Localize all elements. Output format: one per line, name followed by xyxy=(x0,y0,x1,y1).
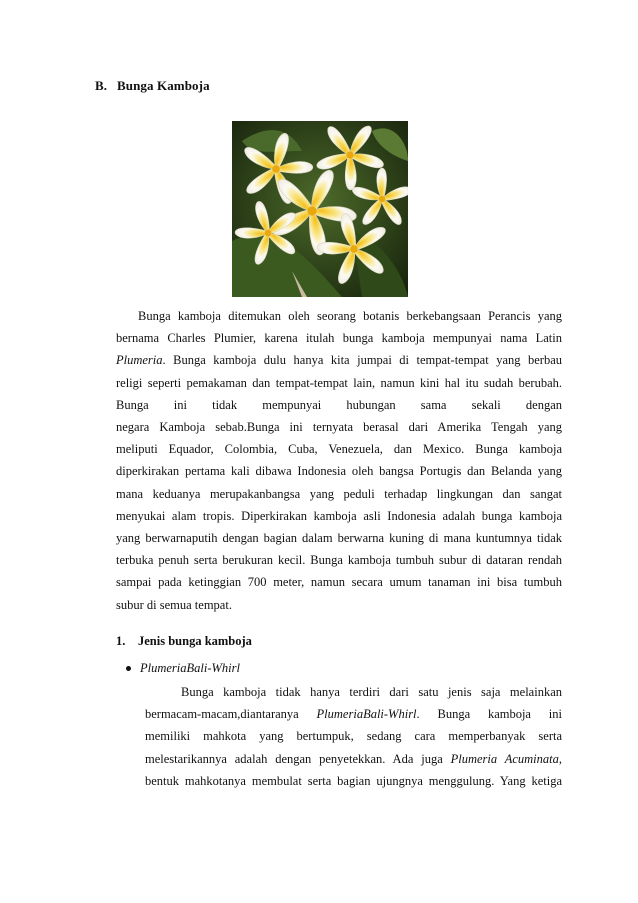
section-heading xyxy=(95,78,210,94)
subsection-number: 1. xyxy=(116,634,126,648)
text-run: religi seperti pemakaman dan tempat-tempat lain, namun kini hal itu sudah berubah. xyxy=(116,375,562,390)
italic-term: Plumeria xyxy=(116,353,163,368)
paragraph-2-line xyxy=(145,725,562,747)
body-paragraph-1 xyxy=(116,305,562,616)
italic-term: PlumeriaBali-Whirl xyxy=(316,707,417,722)
bullet-item xyxy=(126,661,240,676)
text-run: memiliki mahkota yang bertumpuk, sedang cara memperbanyak serta xyxy=(145,729,562,744)
paragraph-1-line xyxy=(116,505,562,527)
paragraph-1-line xyxy=(116,571,562,593)
paragraph-1-line xyxy=(116,327,562,349)
text-run: Bunga kamboja ditemukan oleh seorang botanis berkebangsaan Perancis yang xyxy=(138,309,562,323)
text-run: bentuk mahkotanya membulat serta bagian ujungnya menggulung. Yang ketiga xyxy=(145,773,562,788)
italic-term: Plumeria Acuminata xyxy=(450,751,559,766)
subsection-title: Jenis bunga kamboja xyxy=(138,634,252,648)
paragraph-1-line xyxy=(116,305,562,327)
text-run: diperkirakan pertama kali dibawa Indonesia oleh bangsa Portugis dan Belanda yang xyxy=(116,464,562,479)
paragraph-1-line xyxy=(116,372,562,394)
body-paragraph-2 xyxy=(145,681,562,792)
paragraph-1-line xyxy=(116,438,562,460)
text-run: bermacam-macam,diantaranya xyxy=(145,707,317,722)
text-run: negara Kamboja sebab.Bunga ini ternyata berasal dari Amerika Tengah yang xyxy=(116,420,562,435)
text-run: Bunga kamboja tidak hanya terdiri dari satu jenis saja melainkan xyxy=(181,685,562,699)
paragraph-1-line xyxy=(116,549,562,571)
text-run: terbuka penuh serta berukuran kecil. Bunga kamboja tumbuh subur di dataran rendah xyxy=(116,553,562,568)
text-run: menyukai alam tropis. Diperkirakan kamboja asli Indonesia adalah bunga kamboja xyxy=(116,508,562,523)
paragraph-2-line xyxy=(145,770,562,792)
subsection-heading xyxy=(116,634,252,649)
text-run: meliputi Equador, Colombia, Cuba, Venezuela, dan Mexico. Bunga kamboja xyxy=(116,442,562,457)
paragraph-1-line xyxy=(116,594,562,616)
frangipani-photo xyxy=(232,121,408,297)
bullet-label: PlumeriaBali-Whirl xyxy=(140,661,240,675)
text-run: . Bunga kamboja ini xyxy=(416,707,562,722)
paragraph-1-line xyxy=(116,394,562,416)
paragraph-2-line xyxy=(145,703,562,725)
paragraph-1-line xyxy=(116,483,562,505)
paragraph-1-line xyxy=(116,349,562,371)
paragraph-2-line xyxy=(145,748,562,770)
text-run: Bunga ini tidak mempunyai hubungan sama sekali dengan xyxy=(116,397,562,412)
text-run: yang berwarnaputih dengan bagian dalam berwarna kuning di mana kuntumnya tidak xyxy=(116,531,562,546)
section-title: Bunga Kamboja xyxy=(117,78,210,93)
text-run: subur di semua tempat. xyxy=(116,597,232,612)
paragraph-2-line xyxy=(145,681,562,703)
text-run: , xyxy=(558,751,563,766)
text-run: mana keduanya merupakanbangsa yang peduli terhadap lingkungan dan sangat xyxy=(116,486,562,501)
text-run: bernama Charles Plumier, karena itulah bunga kamboja mempunyai nama Latin xyxy=(116,331,562,346)
section-number: B. xyxy=(95,78,108,93)
bullet-dot-icon xyxy=(126,666,131,671)
text-run: sampai pada ketinggian 700 meter, namun secara umum tanaman ini bisa tumbuh xyxy=(116,575,562,590)
paragraph-1-line xyxy=(116,416,562,438)
text-run: melestarikannya adalah dengan penyetekkan. Ada juga xyxy=(145,751,451,766)
paragraph-1-line xyxy=(116,460,562,482)
paragraph-1-line xyxy=(116,527,562,549)
text-run: . Bunga kamboja dulu hanya kita jumpai di tempat-tempat yang berbau xyxy=(162,353,562,368)
